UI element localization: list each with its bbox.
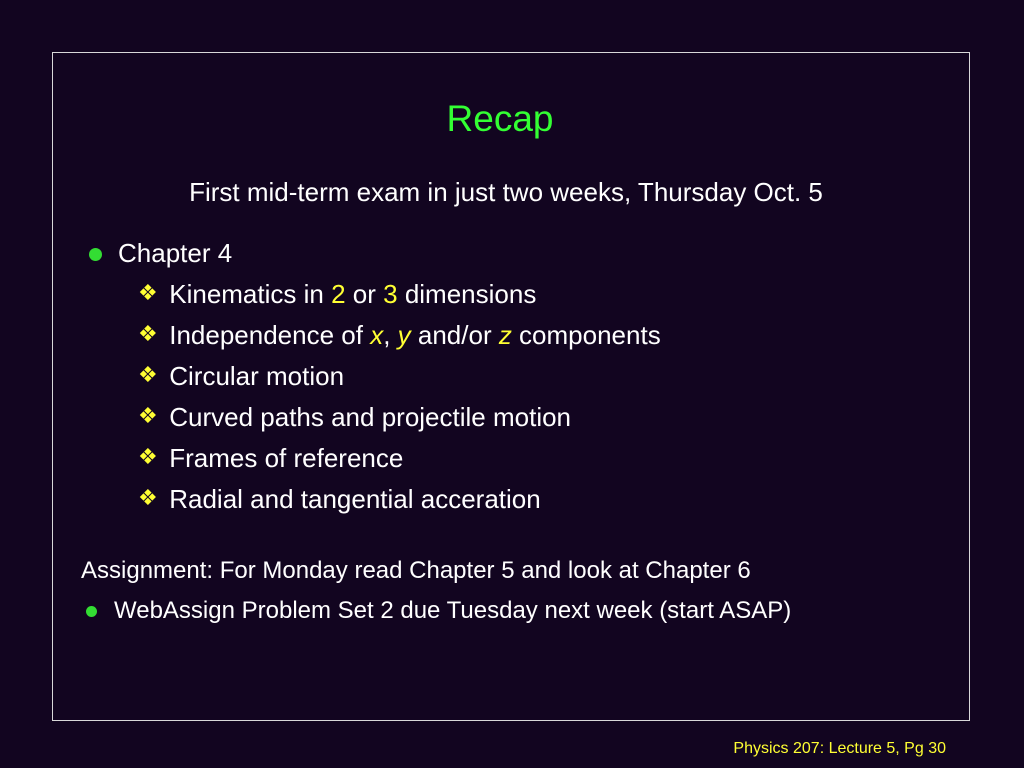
topic-kinematics-num1: 2	[331, 279, 346, 309]
webassign-text: WebAssign Problem Set 2 due Tuesday next week (start ASAP)	[114, 597, 792, 624]
topic-radial-text: Radial and tangential acceration	[169, 484, 541, 514]
topic-independence	[138, 317, 661, 353]
topic-independence-prefix: Independence of	[169, 320, 371, 350]
diamond-bullet-icon: ❖	[138, 281, 158, 306]
bullet-dot-icon	[89, 248, 102, 261]
topic-frames-text: Frames of reference	[169, 443, 404, 473]
topic-curved	[138, 399, 571, 435]
diamond-bullet-icon: ❖	[138, 363, 158, 388]
variable-x: x	[370, 320, 384, 350]
slide-title: Recap	[446, 98, 554, 139]
topic-frames	[138, 440, 403, 476]
assignment-text: Assignment: For Monday read Chapter 5 and look at Chapter 6	[81, 557, 751, 584]
diamond-bullet-icon: ❖	[138, 404, 158, 429]
topic-circular-text: Circular motion	[169, 361, 345, 391]
topic-independence-comma: ,	[383, 320, 398, 350]
diamond-bullet-icon: ❖	[138, 445, 158, 470]
topic-kinematics-prefix: Kinematics in	[169, 279, 332, 309]
topic-curved-text: Curved paths and projectile motion	[169, 402, 572, 432]
topic-independence-mid: and/or	[410, 320, 499, 350]
slide-footer: Physics 207: Lecture 5, Pg 30	[733, 740, 946, 757]
diamond-bullet-icon: ❖	[138, 486, 158, 511]
topic-circular	[138, 358, 344, 394]
topic-kinematics	[138, 276, 536, 312]
topic-kinematics-num2: 3	[383, 279, 398, 309]
variable-z: z	[498, 320, 512, 350]
exam-notice: First mid-term exam in just two weeks, Thursday Oct. 5	[189, 177, 823, 207]
topic-kinematics-mid: or	[345, 279, 384, 309]
diamond-bullet-icon: ❖	[138, 322, 158, 347]
topic-radial	[138, 481, 541, 517]
topic-independence-suffix: components	[511, 320, 661, 350]
topic-kinematics-suffix: dimensions	[397, 279, 537, 309]
variable-y: y	[397, 320, 411, 350]
bullet-dot-icon	[86, 606, 97, 617]
chapter-heading: Chapter 4	[118, 238, 233, 268]
